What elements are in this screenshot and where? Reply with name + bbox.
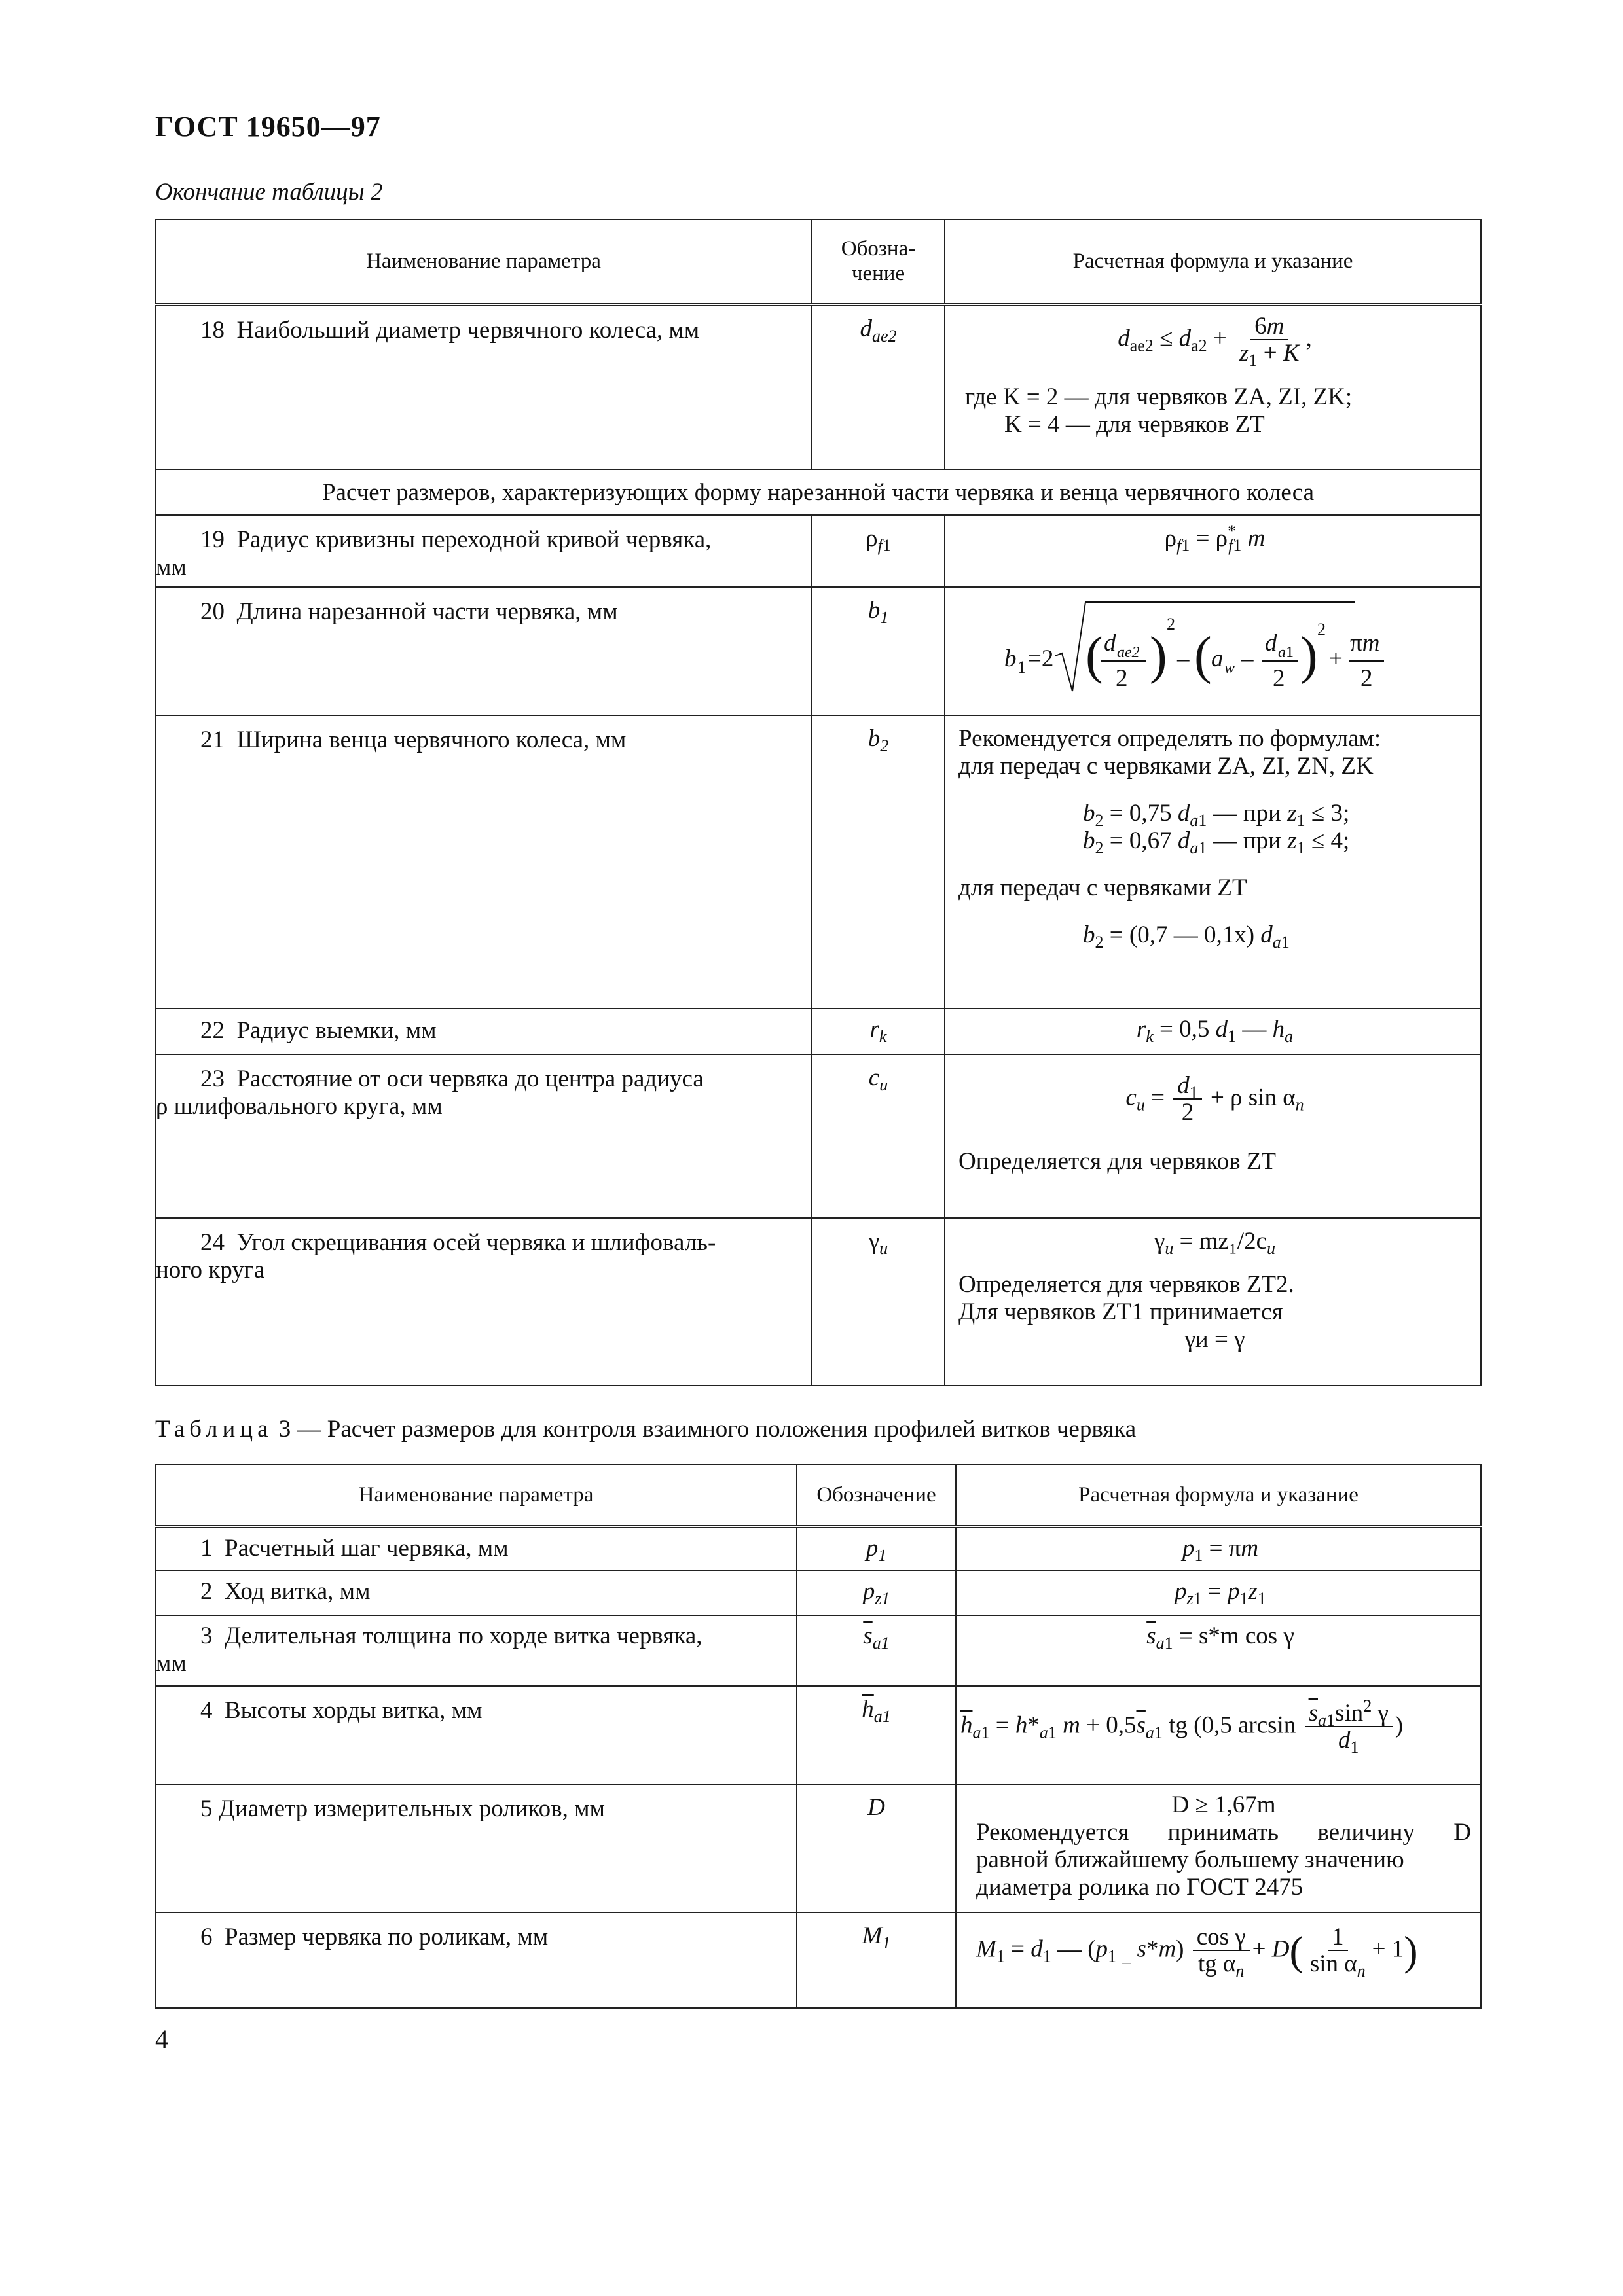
svg-text:πm: πm (1350, 630, 1380, 656)
note-text: Рекомендуется определять по формулам: (958, 725, 1381, 752)
page-number: 4 (155, 2024, 168, 2054)
param-name: Радиус выемки, мм (236, 1017, 437, 1044)
table-row: 19 Радиус кривизны переходной кривой червяка, мм $\rho_{f1}$ $\rho_{f1} = \rho^*_{f1}$ m (155, 515, 1481, 587)
table-row: 21 Ширина венца червячного колеса, мм $b_2$ Рекомендуется определять по формулам: для передач с червяками ZA, ZI, ZN, ZK $b_2 = 0,75$ $d_{a1}$ — при $z_1 \le 3$; $b_2 = 0,67$ $d_{a1}$ — при $z_1 \le 4$; для передач с червяками ZT $b_2 = (0,7$ — 0,1x) $d_{a1}$ (155, 715, 1481, 1009)
table-3-caption: Таблица 3 — Расчет размеров для контроля взаимного положения профилей витков червяка (155, 1416, 1137, 1443)
formula-cell: $\rho_{f1} = \rho^*_{f1}$ m (945, 515, 1481, 587)
svg-text:–: – (1177, 645, 1190, 672)
param-name: Диаметр измерительных роликов, мм (218, 1795, 605, 1822)
param-symbol: D (797, 1784, 956, 1912)
param-name: Угол скрещивания осей червяка и шлифоваль- (236, 1229, 716, 1256)
col-header-symbol: Обозна- чение (812, 219, 945, 304)
formula-cell: $c_и$ = $\frac{d_1}{2}$ + ρ $\sin \alpha_n$ Определяется для червяков ZT (945, 1054, 1481, 1218)
formula-line: $b_2 = (0,7$ — 0,1x) $d_{a1}$ (1083, 922, 1290, 952)
param-name: Высоты хорды витка, мм (225, 1697, 483, 1724)
svg-text:2: 2 (1360, 665, 1373, 692)
table-row: 6 Размер червяка по роликам, мм $M_1$ $M_1 = d_1$ — ($p_1$ $_{\_}$ s*m) $\frac{\text{cos γ}}{tg \alpha_n}$ + D( $\frac{1}{\sin \alpha_n}$ + 1) (155, 1912, 1481, 2008)
svg-text:–: – (1241, 645, 1254, 672)
formula-cell: $r_k = 0,5$ $d_1$ — $h_a$ (945, 1009, 1481, 1054)
formula-line: $b_2 = 0,67$ $d_{a1}$ — при $z_1 \le 4$; (1083, 827, 1350, 857)
table-row: 22 Радиус выемки, мм $r_k$ $r_k = 0,5$ $d_1$ — $h_a$ (155, 1009, 1481, 1054)
svg-text:d: d (1265, 630, 1277, 656)
svg-text:2: 2 (1273, 665, 1285, 692)
note-text: Определяется для червяков ZT2. (958, 1271, 1294, 1298)
formula-cell (945, 715, 1481, 1009)
formula-cell: $p_1 = \pi m$ (956, 1526, 1481, 1571)
param-name: Размер червяка по роликам, мм (225, 1924, 549, 1950)
param-symbol: $M_1$ (797, 1912, 956, 2008)
param-name: Делительная толщина по хорде витка червяка, (225, 1623, 702, 1649)
svg-text:b: b (1004, 645, 1017, 672)
table-row: 24 Угол скрещивания осей червяка и шлифоваль- ного круга $\gamma_и$ $\gamma_и = mz_1/2c_и$ Определяется для червяков ZT2. Для червяков ZT1 принимается γи = γ (155, 1218, 1481, 1386)
note-text: Рекомендуется принимать величину D (976, 1819, 1471, 1846)
svg-text:a: a (1278, 644, 1286, 661)
formula-line: $b_2 = 0,75$ $d_{a1}$ — при $z_1 \le 3$; (1083, 800, 1350, 830)
svg-text:+: + (1329, 645, 1343, 672)
note-text: диаметра ролика по ГОСТ 2475 (976, 1874, 1304, 1901)
note-text: Для червяков ZT1 принимается (958, 1299, 1283, 1325)
formula-cell: D ≥ 1,67m Рекомендуется принимать величину D равной ближайшему большему значению диаметра ролика по ГОСТ 2475 (956, 1784, 1481, 1912)
svg-text:w: w (1224, 660, 1235, 677)
table-row: 4 Высоты хорды витка, мм $\overline{h}_{a1}$ $\overline{h}_{a1} = h*_{a1}$ $m + 0,5\overline{s}_{a1}$ tg (0,5 arcsin $\frac{\overline{s}_{a1}\sin^2 \gamma}{d_1}$ ) (155, 1686, 1481, 1784)
table-row: 18 Наибольший диаметр червячного колеса, мм $d_{ae2}$ $d_{ae2} \le d_{a2}$ + $\frac{6m}{z_1 + K}$ , где K = 2 — для червяков ZA, ZI, ZK; K = 4 — для червяков ZT (155, 304, 1481, 469)
param-symbol: $\rho_{f1}$ (812, 515, 945, 587)
table-2 (155, 219, 1482, 1386)
formula-cell: $\gamma_и = mz_1/2c_и$ Определяется для червяков ZT2. Для червяков ZT1 принимается γи = γ (945, 1218, 1481, 1386)
table-3 (155, 1464, 1482, 2009)
svg-text:=2: =2 (1028, 645, 1054, 672)
param-symbol: $\overline{s}_{a1}$ (797, 1615, 956, 1686)
svg-text:a: a (1211, 645, 1224, 672)
formula-cell: $M_1 = d_1$ — ($p_1$ $_{\_}$ s*m) $\frac{\text{cos γ}}{tg \alpha_n}$ + D( $\frac{1}{\sin \alpha_n}$ + 1) (956, 1912, 1481, 2008)
param-name: Длина нарезанной части червяка, мм (236, 598, 618, 625)
table-row: 2 Ход витка, мм $p_{z1}$ $p_{z1} = p_1z_1$ (155, 1571, 1481, 1615)
svg-text:1: 1 (1017, 658, 1026, 677)
worm-length-formula (1004, 593, 1502, 704)
svg-text:): ) (1300, 627, 1318, 685)
param-symbol: $b_1$ (812, 587, 945, 715)
note-text: K = 4 — для червяков ZT (1004, 410, 1265, 438)
param-symbol: $c_и$ (812, 1054, 945, 1218)
note-text: для передач с червяками ZT (958, 874, 1247, 901)
col-header-formula: Расчетная формула и указание (956, 1465, 1481, 1526)
param-symbol: $\overline{h}_{a1}$ (797, 1686, 956, 1784)
table-row: 5 Диаметр измерительных роликов, мм D D ≥ 1,67m Рекомендуется принимать величину D равной ближайшему большему значению диаметра ролика по ГОСТ 2475 (155, 1784, 1481, 1912)
table-row: 20 Длина нарезанной части червяка, мм $b_1$ b 1 =2 ( d ae2 2 ) 2 – ( a w – d a 1 2 ) 2 + πm 2 (155, 587, 1481, 715)
col-header-symbol: Обозначение (797, 1465, 956, 1526)
svg-text:2: 2 (1317, 620, 1326, 639)
formula-cell: $\overline{h}_{a1} = h*_{a1}$ $m + 0,5\overline{s}_{a1}$ tg (0,5 arcsin $\frac{\overline{s}_{a1}\sin^2 \gamma}{d_1}$ ) (956, 1686, 1481, 1784)
formula-cell: $d_{ae2} \le d_{a2}$ + $\frac{6m}{z_1 + K}$ , где K = 2 — для червяков ZA, ZI, ZK; K = 4 — для червяков ZT (945, 304, 1481, 469)
formula-cell (945, 587, 1481, 715)
param-name: Наибольший диаметр червячного колеса, мм (236, 316, 700, 344)
document-header: ГОСТ 19650—97 (155, 111, 381, 143)
param-symbol: $b_2$ (812, 715, 945, 1009)
param-name: Ширина венца червячного колеса, мм (236, 726, 627, 753)
col-header-name: Наименование параметра (155, 1465, 797, 1526)
table-row: 1 Расчетный шаг червяка, мм $p_1$ $p_1 = \pi m$ (155, 1526, 1481, 1571)
param-symbol: $d_{ae2}$ (812, 304, 945, 469)
svg-text:2: 2 (1167, 615, 1175, 634)
note-text: для передач с червяками ZA, ZI, ZN, ZK (958, 753, 1374, 780)
note-text: равной ближайшему большему значению (976, 1846, 1404, 1873)
table-2-caption: Окончание таблицы 2 (155, 179, 383, 206)
svg-text:): ) (1150, 627, 1167, 685)
table-row: 23 Расстояние от оси червяка до центра радиуса ρ шлифовального круга, мм $c_и$ $c_и$ = $\frac{d_1}{2}$ + ρ $\sin \alpha_n$ Определяется для червяков ZT (155, 1054, 1481, 1218)
param-symbol: $r_k$ (812, 1009, 945, 1054)
col-header-name: Наименование параметра (155, 219, 812, 304)
note-text: где K = 2 — для червяков ZA, ZI, ZK; (965, 383, 1353, 410)
formula-cell: $\overline{s}_{a1} = s*m$ cos γ (956, 1615, 1481, 1686)
param-symbol: $\gamma_и$ (812, 1218, 945, 1386)
svg-text:2: 2 (1116, 665, 1128, 692)
param-name: Расстояние от оси червяка до центра радиуса (236, 1066, 704, 1092)
table-row: 3 Делительная толщина по хорде витка червяка, мм $\overline{s}_{a1}$ $\overline{s}_{a1} = s*m$ cos γ (155, 1615, 1481, 1686)
param-symbol: $p_1$ (797, 1526, 956, 1571)
param-symbol: $p_{z1}$ (797, 1571, 956, 1615)
svg-text:ae2: ae2 (1117, 644, 1140, 661)
section-heading: Расчет размеров, характеризующих форму нарезанной части червяка и венца червячного колеса (155, 469, 1481, 515)
col-header-formula: Расчетная формула и указание (945, 219, 1481, 304)
svg-text:d: d (1104, 630, 1116, 656)
svg-text:1: 1 (1286, 644, 1294, 661)
param-name: Ход витка, мм (225, 1578, 371, 1605)
svg-text:(: ( (1194, 627, 1212, 685)
note-text: γи = γ (1184, 1326, 1245, 1353)
param-name: Расчетный шаг червяка, мм (225, 1534, 509, 1562)
param-name: Радиус кривизны переходной кривой червяка, (236, 526, 712, 553)
formula-cell: $p_{z1} = p_1z_1$ (956, 1571, 1481, 1615)
svg-text:(: ( (1085, 627, 1103, 685)
note-text: Определяется для червяков ZT (958, 1148, 1277, 1175)
